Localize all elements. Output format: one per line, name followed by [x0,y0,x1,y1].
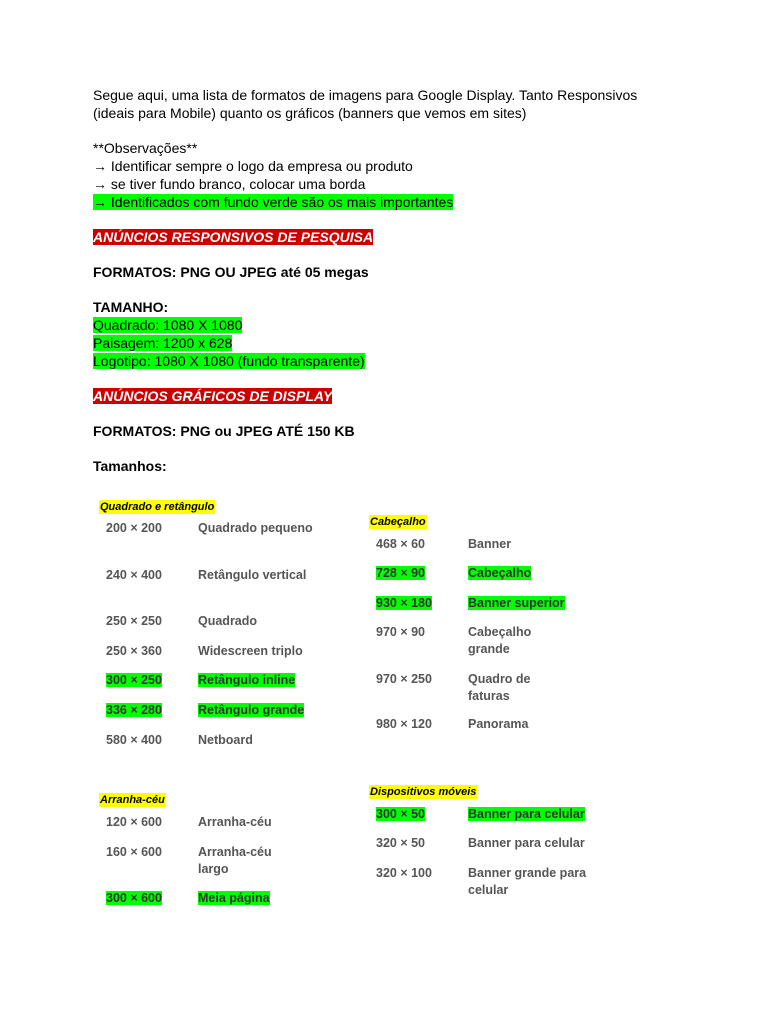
row-size: 336 × 280 [106,703,162,717]
display-sizes-title: Tamanhos: [93,458,167,474]
row-size: 930 × 180 [376,596,432,610]
observations-title: **Observações** [93,140,198,156]
display-heading: ANÚNCIOS GRÁFICOS DE DISPLAY [93,388,333,404]
responsive-heading: ANÚNCIOS RESPONSIVOS DE PESQUISA [93,229,374,245]
observation-item-highlighted: → Identificados com fundo verde são os mais importantes [93,194,454,210]
document-body [93,86,693,475]
responsive-formats: FORMATOS: PNG OU JPEG até 05 megas [93,264,369,280]
group-title-quadrado: Quadrado e retângulo [100,501,215,513]
row-size: 250 × 250 [106,614,162,628]
group-title-cabecalho: Cabeçalho [370,516,426,528]
row-size: 250 × 360 [106,644,162,658]
row-size: 200 × 200 [106,521,162,535]
row-name: Cabeçalho [468,566,532,580]
responsive-size-item: Paisagem: 1200 x 628 [93,335,233,351]
row-name: Widescreen triplo [198,644,303,658]
row-name: Quadro de faturas [468,672,531,703]
row-name: Meia página [198,891,270,905]
row-name: Panorama [468,717,529,731]
row-size: 320 × 100 [376,866,432,880]
row-name: Cabeçalho grande [468,625,532,656]
row-name: Retângulo vertical [198,568,307,582]
row-name: Arranha-céu [198,815,272,829]
row-name: Quadrado pequeno [198,521,313,535]
row-name: Retângulo grande [198,703,305,717]
row-size: 160 × 600 [106,845,162,859]
row-size: 120 × 600 [106,815,162,829]
row-size: 970 × 90 [376,625,426,639]
responsive-size-title: TAMANHO: [93,299,169,315]
row-size: 300 × 50 [376,807,426,821]
observation-item: → se tiver fundo branco, colocar uma borda [93,176,366,192]
row-size: 300 × 250 [106,673,162,687]
row-name: Arranha-céu largo [198,845,272,876]
intro-line-2: (ideais para Mobile) quanto os gráficos (banners que vemos em sites) [93,105,527,121]
row-size: 728 × 90 [376,566,426,580]
row-name: Banner para celular [468,836,585,850]
row-name: Banner superior [468,596,565,610]
group-title-arranha: Arranha-céu [100,794,165,806]
row-size: 970 × 250 [376,672,432,686]
row-size: 980 × 120 [376,717,432,731]
row-name: Banner para celular [468,807,585,821]
row-size: 580 × 400 [106,733,162,747]
responsive-size-item: Logotipo: 1080 X 1080 (fundo transparente) [93,353,365,369]
row-name: Banner grande para celular [468,866,587,897]
row-size: 320 × 50 [376,836,426,850]
observation-item: → Identificar sempre o logo da empresa ou produto [93,158,413,174]
group-title-moveis: Dispositivos móveis [370,786,477,798]
row-size: 468 × 60 [376,537,426,551]
intro-line-1: Segue aqui, uma lista de formatos de imagens para Google Display. Tanto Responsivos [93,87,638,103]
row-name: Quadrado [198,614,258,628]
row-size: 300 × 600 [106,891,162,905]
responsive-size-item: Quadrado: 1080 X 1080 [93,317,243,333]
row-name: Banner [468,537,512,551]
display-formats: FORMATOS: PNG ou JPEG ATÉ 150 KB [93,423,355,439]
row-size: 240 × 400 [106,568,162,582]
row-name: Netboard [198,733,253,747]
row-name: Retângulo inline [198,673,296,687]
